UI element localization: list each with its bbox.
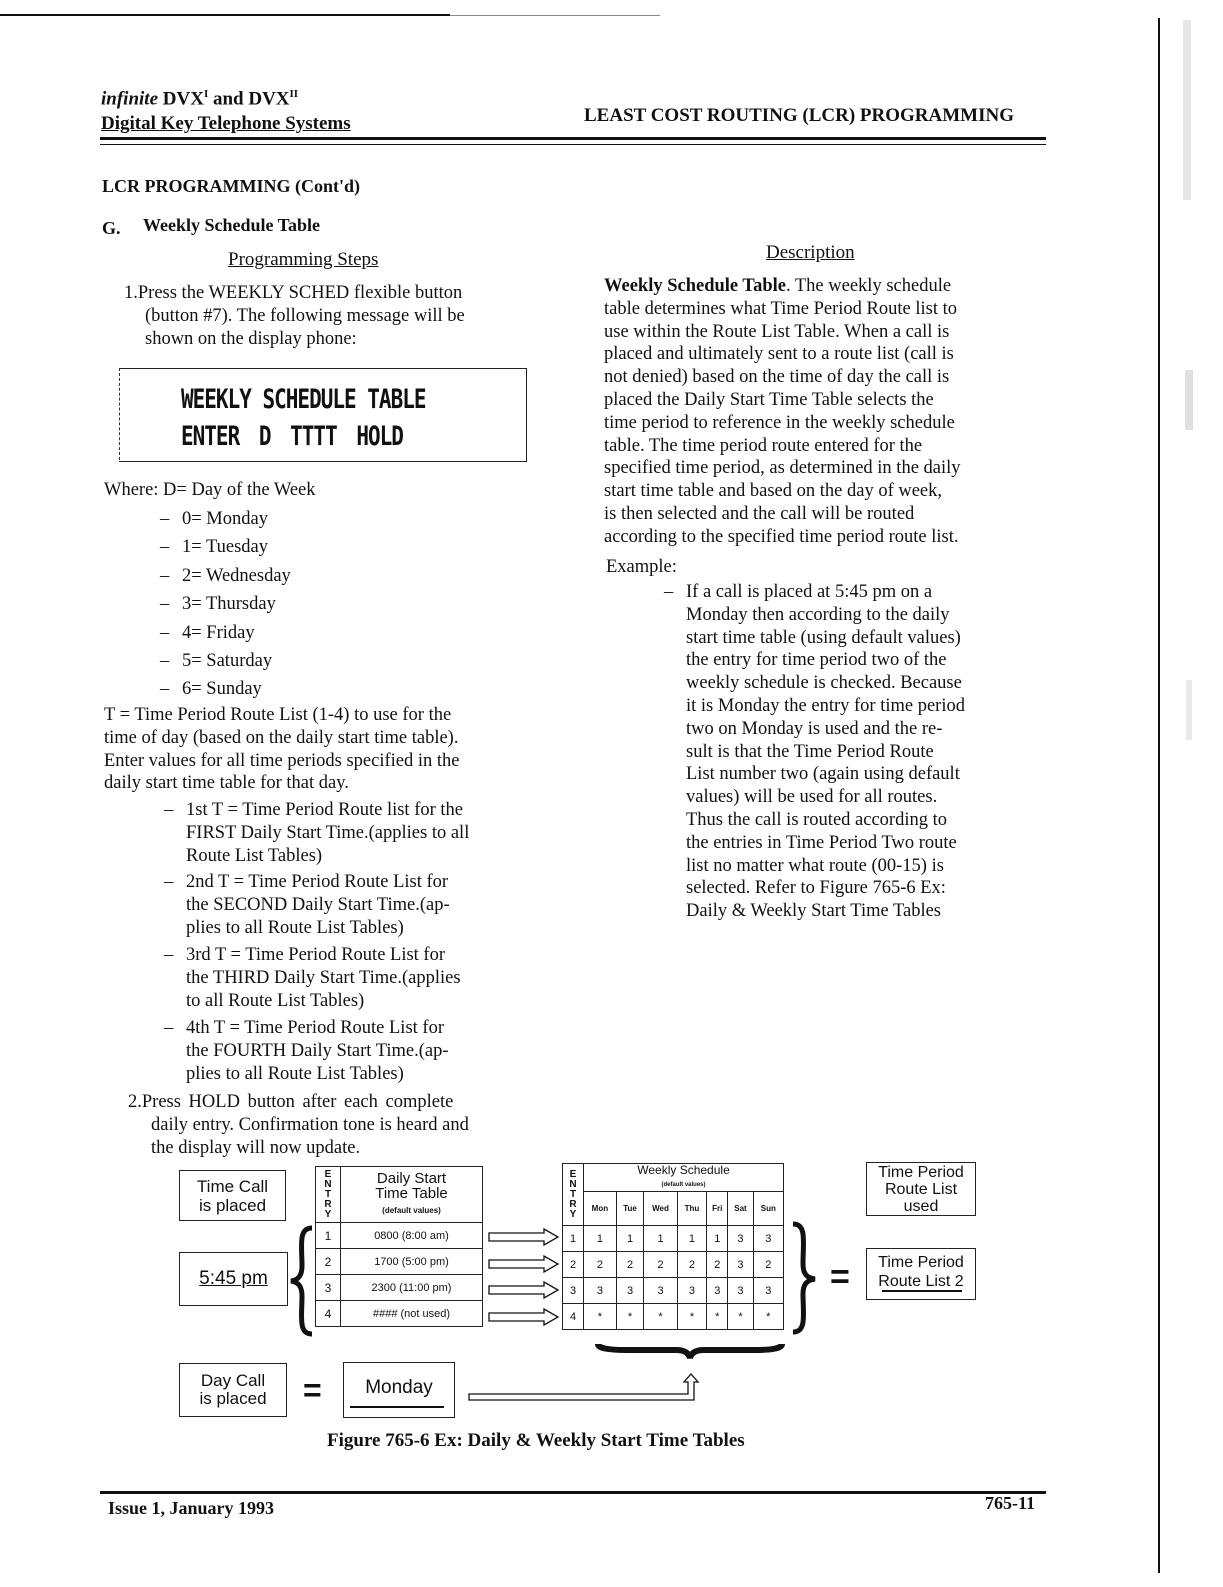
weekly-cell: 3: [616, 1278, 644, 1304]
weekly-cell: 3: [753, 1278, 783, 1304]
day-value: Monday: [365, 1377, 433, 1398]
example-label: Example:: [606, 557, 677, 577]
weekly-cell: *: [644, 1304, 677, 1330]
step-1: [124, 282, 465, 350]
desc-line: use within the Route List Table. When a call is: [604, 321, 950, 342]
daily-entry-time: 2300 (11:00 pm): [341, 1275, 483, 1301]
t-desc-line: T = Time Period Route List (1-4) to use for the: [104, 705, 452, 725]
day-item-text: 5= Saturday: [182, 651, 273, 671]
where-label: Where: D= Day of the Week: [104, 480, 316, 500]
weekly-cell: 3: [728, 1278, 753, 1304]
weekly-cell: 2: [677, 1252, 706, 1278]
time-call-line: is placed: [198, 1196, 267, 1215]
result-value-line: Time Period: [878, 1254, 964, 1271]
desc-line: placed the Daily Start Time Table selects the: [604, 389, 934, 410]
result-header-box: [866, 1162, 976, 1216]
time-call-line: Time Call: [196, 1177, 269, 1196]
weekly-cell: 3: [707, 1278, 728, 1304]
example-line: weekly schedule is checked. Because: [686, 673, 962, 694]
daily-entry-time: 0800 (8:00 am): [341, 1223, 483, 1249]
example-line: Monday then according to the daily: [686, 604, 950, 625]
weekday-header: Wed: [644, 1192, 677, 1226]
header-subtitle: Digital Key Telephone Systems: [101, 113, 351, 135]
weekday-header: Sat: [728, 1192, 753, 1226]
step-1-line-3: shown on the display phone:: [145, 328, 357, 349]
entry-vertical-header: [563, 1164, 584, 1226]
phone-display: [119, 368, 527, 462]
bottom-brace-icon: [596, 1340, 786, 1362]
example-line: sult is that the Time Period Route: [686, 741, 934, 762]
weekly-cell: 2: [616, 1252, 644, 1278]
weekly-cell: *: [584, 1304, 617, 1330]
figure-caption: Figure 765-6 Ex: Daily & Weekly Start Time Tables: [327, 1430, 745, 1451]
daily-table-title: Time Table: [375, 1185, 448, 1202]
top-scan-line-faint: [450, 15, 660, 16]
weekly-table-header: [584, 1164, 784, 1192]
t-item-line: the THIRD Daily Start Time.(applies: [186, 967, 461, 988]
weekly-cell: *: [753, 1304, 783, 1330]
weekly-entry-num: 3: [563, 1278, 584, 1304]
left-brace-icon: [288, 1226, 318, 1336]
header-rule-thick: [100, 137, 1046, 140]
day-call-line: Day Call: [200, 1371, 266, 1390]
desc-line: placed and ultimately sent to a route list (call is: [604, 344, 954, 365]
result-value-line: Route List 2: [878, 1273, 964, 1290]
daily-table-title: Daily Start: [376, 1170, 447, 1187]
t-item-line: to all Route List Tables): [186, 990, 365, 1011]
example-line: list no matter what route (00-15) is: [686, 855, 944, 876]
day-item: – 3= Thursday: [160, 594, 276, 614]
hollow-arrow-icon: [488, 1308, 560, 1326]
header-right-title: LEAST COST ROUTING (LCR) PROGRAMMING: [584, 105, 1015, 126]
step-2-num: 2.: [128, 1092, 142, 1112]
desc-line: table determines what Time Period Route list to: [604, 298, 958, 319]
weekly-cell: 3: [728, 1252, 753, 1278]
example-line: start time table (using default values): [686, 627, 961, 648]
daily-entry-time: 1700 (5:00 pm): [341, 1249, 483, 1275]
daily-entry-num: 2: [316, 1249, 341, 1275]
desc-line: specified time period, as determined in the daily: [604, 458, 961, 479]
weekday-header: Thu: [677, 1192, 706, 1226]
daily-table-default: (default values): [382, 1206, 441, 1215]
daily-entry-time: #### (not used): [341, 1301, 483, 1327]
scan-artifact: [1185, 370, 1193, 430]
footer-rule: [100, 1491, 1046, 1494]
weekly-cell: 3: [677, 1278, 706, 1304]
daily-start-time-table: [315, 1166, 483, 1327]
t-item-line: Route List Tables): [186, 845, 323, 866]
description-heading: Description: [766, 242, 855, 263]
right-edge-line: [1158, 18, 1160, 1573]
step-1-line-2: (button #7). The following message will be: [145, 305, 465, 326]
day-item-text: 1= Tuesday: [182, 537, 268, 557]
description-paragraph: [604, 275, 1054, 549]
t-item-line: plies to all Route List Tables): [186, 917, 404, 938]
and-word: and: [212, 88, 244, 110]
day-call-box: [179, 1363, 287, 1417]
t-item-line: the SECOND Daily Start Time.(ap-: [186, 894, 450, 915]
weekly-cell: 1: [616, 1226, 644, 1252]
weekly-table-default: (default values): [661, 1182, 706, 1188]
result-head-line: used: [903, 1198, 939, 1215]
result-value-box: [866, 1248, 976, 1300]
t-item-1: – 1st T = Time Period Route list for the FIRST Daily Start Time.(applies to all Route List Tables): [164, 800, 470, 866]
result-head-line: Route List: [884, 1181, 958, 1198]
desc-line: start time table and based on the day of week,: [604, 481, 943, 502]
weekly-entry-num: 2: [563, 1252, 584, 1278]
desc-line: . The weekly schedule: [785, 276, 952, 296]
desc-line: is then selected and the call will be routed: [604, 503, 915, 524]
weekly-cell: 3: [644, 1278, 677, 1304]
t-item-line: 4th T = Time Period Route List for: [186, 1018, 444, 1038]
t-desc-line: time of day (based on the daily start time table).: [104, 727, 459, 748]
day-item: – 4= Friday: [160, 623, 255, 643]
weekly-schedule-table: [562, 1163, 784, 1330]
t-item-3: – 3rd T = Time Period Route List for the THIRD Daily Start Time.(applies to all Route List Tables): [164, 945, 461, 1011]
entry-vertical-header: [316, 1167, 341, 1223]
weekly-cell: 1: [707, 1226, 728, 1252]
description-lead: Weekly Schedule Table: [604, 276, 786, 296]
day-item-text: 3= Thursday: [182, 594, 276, 614]
weekly-cell: *: [707, 1304, 728, 1330]
model-b-sup: II: [289, 88, 299, 100]
example-line: two on Monday is used and the re-: [686, 718, 943, 739]
section-subtitle: Weekly Schedule Table: [143, 215, 321, 235]
display-left-edge: [119, 368, 120, 460]
time-call-box: [179, 1170, 286, 1221]
display-line-2: ENTER D TTTT HOLD: [181, 421, 403, 451]
scan-artifact: [1183, 20, 1191, 200]
scan-artifact: [1186, 680, 1192, 740]
brand-name: infinite: [101, 88, 159, 110]
hollow-arrow-icon: [488, 1255, 560, 1273]
top-scan-line: [0, 14, 450, 16]
model-a: DVX: [162, 88, 204, 110]
programming-steps-heading: Programming Steps: [228, 249, 379, 270]
weekday-header: Fri: [707, 1192, 728, 1226]
step-1-num: 1.: [124, 283, 138, 303]
day-item: – 2= Wednesday: [160, 566, 291, 586]
daily-table-header: [341, 1167, 483, 1223]
time-value: 5:45 pm: [199, 1268, 268, 1289]
t-item-line: 1st T = Time Period Route list for the: [186, 800, 463, 820]
right-brace-icon: [789, 1222, 819, 1334]
desc-line: time period to reference in the weekly schedule: [604, 412, 955, 433]
weekly-cell: 3: [584, 1278, 617, 1304]
weekly-entry-num: 1: [563, 1226, 584, 1252]
t-desc-line: daily start time table for that day.: [104, 773, 349, 794]
example-line: Daily & Weekly Start Time Tables: [686, 901, 942, 922]
header-product: [101, 82, 351, 136]
daily-entry-num: 1: [316, 1223, 341, 1249]
weekly-cell: 2: [584, 1252, 617, 1278]
weekly-table-title: Weekly Schedule: [637, 1163, 730, 1177]
day-item: – 0= Monday: [160, 509, 268, 529]
footer-issue: Issue 1, January 1993: [108, 1498, 275, 1518]
weekly-entry-num: 4: [563, 1304, 584, 1330]
weekly-cell: 1: [677, 1226, 706, 1252]
weekly-cell: 2: [707, 1252, 728, 1278]
t-desc-line: Enter values for all time periods specified in the: [104, 750, 460, 771]
t-item-line: 3rd T = Time Period Route List for: [186, 945, 445, 965]
weekday-header: Sun: [753, 1192, 783, 1226]
day-item-text: 2= Wednesday: [182, 566, 291, 586]
example-line: it is Monday the entry for time period: [686, 695, 965, 716]
day-item: – 5= Saturday: [160, 651, 273, 671]
weekday-header: Tue: [616, 1192, 644, 1226]
result-underline: [882, 1290, 962, 1292]
desc-line: table. The time period route entered for the: [604, 435, 923, 456]
weekly-cell: 1: [584, 1226, 617, 1252]
model-a-sup: I: [203, 88, 209, 100]
result-head-line: Time Period: [878, 1164, 964, 1181]
example-line: List number two (again using default: [686, 764, 960, 785]
t-item-line: the FOURTH Daily Start Time.(ap-: [186, 1040, 449, 1061]
example-line: Thus the call is routed according to: [686, 809, 947, 830]
example-line: selected. Refer to Figure 765-6 Ex:: [686, 878, 946, 899]
section-letter: G.: [102, 218, 121, 238]
display-line-1: WEEKLY SCHEDULE TABLE: [181, 384, 426, 414]
step-2: [128, 1091, 469, 1159]
step-2-line-1: Press HOLD button after each complete: [141, 1092, 454, 1112]
day-value-box: [343, 1362, 455, 1418]
t-item-2: – 2nd T = Time Period Route List for the SECOND Daily Start Time.(ap- plies to all Route List Tables): [164, 872, 450, 938]
equals-sign: =: [830, 1258, 850, 1296]
example-line: values) will be used for all routes.: [686, 787, 938, 808]
weekly-cell: 3: [728, 1226, 753, 1252]
t-description: [104, 704, 460, 795]
example-item: – If a call is placed at 5:45 pm on a Monday then according to the daily start time table (using default values) the entry for time period two of the weekly schedule is checked. Because it is Monday the entry for time period two on Monday is used and the re- sult is that the Time Period Route List number two (again using default values) will be used for all routes. Thus the call is routed according to the entries in Time Period Two route list no matter what route (00-15) is selected. Refer to Figure 765-6 Ex: Daily & Weekly Start Time Tables: [664, 582, 965, 922]
footer-page-number: 765-11: [985, 1493, 1036, 1513]
hollow-arrow-icon: [488, 1281, 560, 1299]
long-arrow-icon: [468, 1372, 708, 1406]
header-rule-thin: [100, 144, 1046, 145]
entry-vertical-text: ENTRY: [567, 1168, 579, 1219]
hollow-arrow-icon: [488, 1228, 560, 1246]
example-line: the entries in Time Period Two route: [686, 832, 957, 853]
desc-line: not denied) based on the time of day the call is: [604, 367, 950, 388]
t-item-line: plies to all Route List Tables): [186, 1063, 404, 1084]
time-value-box: [179, 1252, 288, 1306]
step-1-line-1: Press the WEEKLY SCHED flexible button: [137, 283, 463, 303]
step-2-line-2: daily entry. Confirmation tone is heard and: [151, 1114, 469, 1135]
weekday-header: Mon: [584, 1192, 617, 1226]
t-item-line: FIRST Daily Start Time.(applies to all: [186, 822, 470, 843]
example-line: the entry for time period two of the: [686, 650, 947, 671]
day-item-text: 0= Monday: [182, 509, 268, 529]
desc-line: according to the specified time period route list.: [604, 526, 959, 547]
weekly-cell: *: [728, 1304, 753, 1330]
day-value-underline: [350, 1406, 444, 1408]
day-item-text: 4= Friday: [182, 623, 255, 643]
daily-entry-num: 3: [316, 1275, 341, 1301]
day-item: – 6= Sunday: [160, 679, 262, 699]
equals-sign-day: =: [303, 1372, 322, 1408]
weekly-cell: 2: [753, 1252, 783, 1278]
day-item: – 1= Tuesday: [160, 537, 268, 557]
weekly-cell: *: [677, 1304, 706, 1330]
weekly-cell: *: [616, 1304, 644, 1330]
daily-entry-num: 4: [316, 1301, 341, 1327]
model-b: DVX: [248, 88, 290, 110]
t-item-line: 2nd T = Time Period Route List for: [186, 872, 449, 892]
section-title: LCR PROGRAMMING (Cont'd): [102, 176, 360, 196]
weekly-cell: 3: [753, 1226, 783, 1252]
weekly-cell: 2: [644, 1252, 677, 1278]
entry-vertical-text: ENTRY: [322, 1168, 334, 1219]
t-item-4: – 4th T = Time Period Route List for the FOURTH Daily Start Time.(ap- plies to all Route List Tables): [164, 1018, 449, 1084]
step-2-line-3: the display will now update.: [151, 1137, 361, 1158]
example-line: If a call is placed at 5:45 pm on a: [686, 582, 933, 602]
day-call-line: is placed: [199, 1389, 267, 1408]
day-item-text: 6= Sunday: [182, 679, 262, 699]
weekly-cell: 1: [644, 1226, 677, 1252]
